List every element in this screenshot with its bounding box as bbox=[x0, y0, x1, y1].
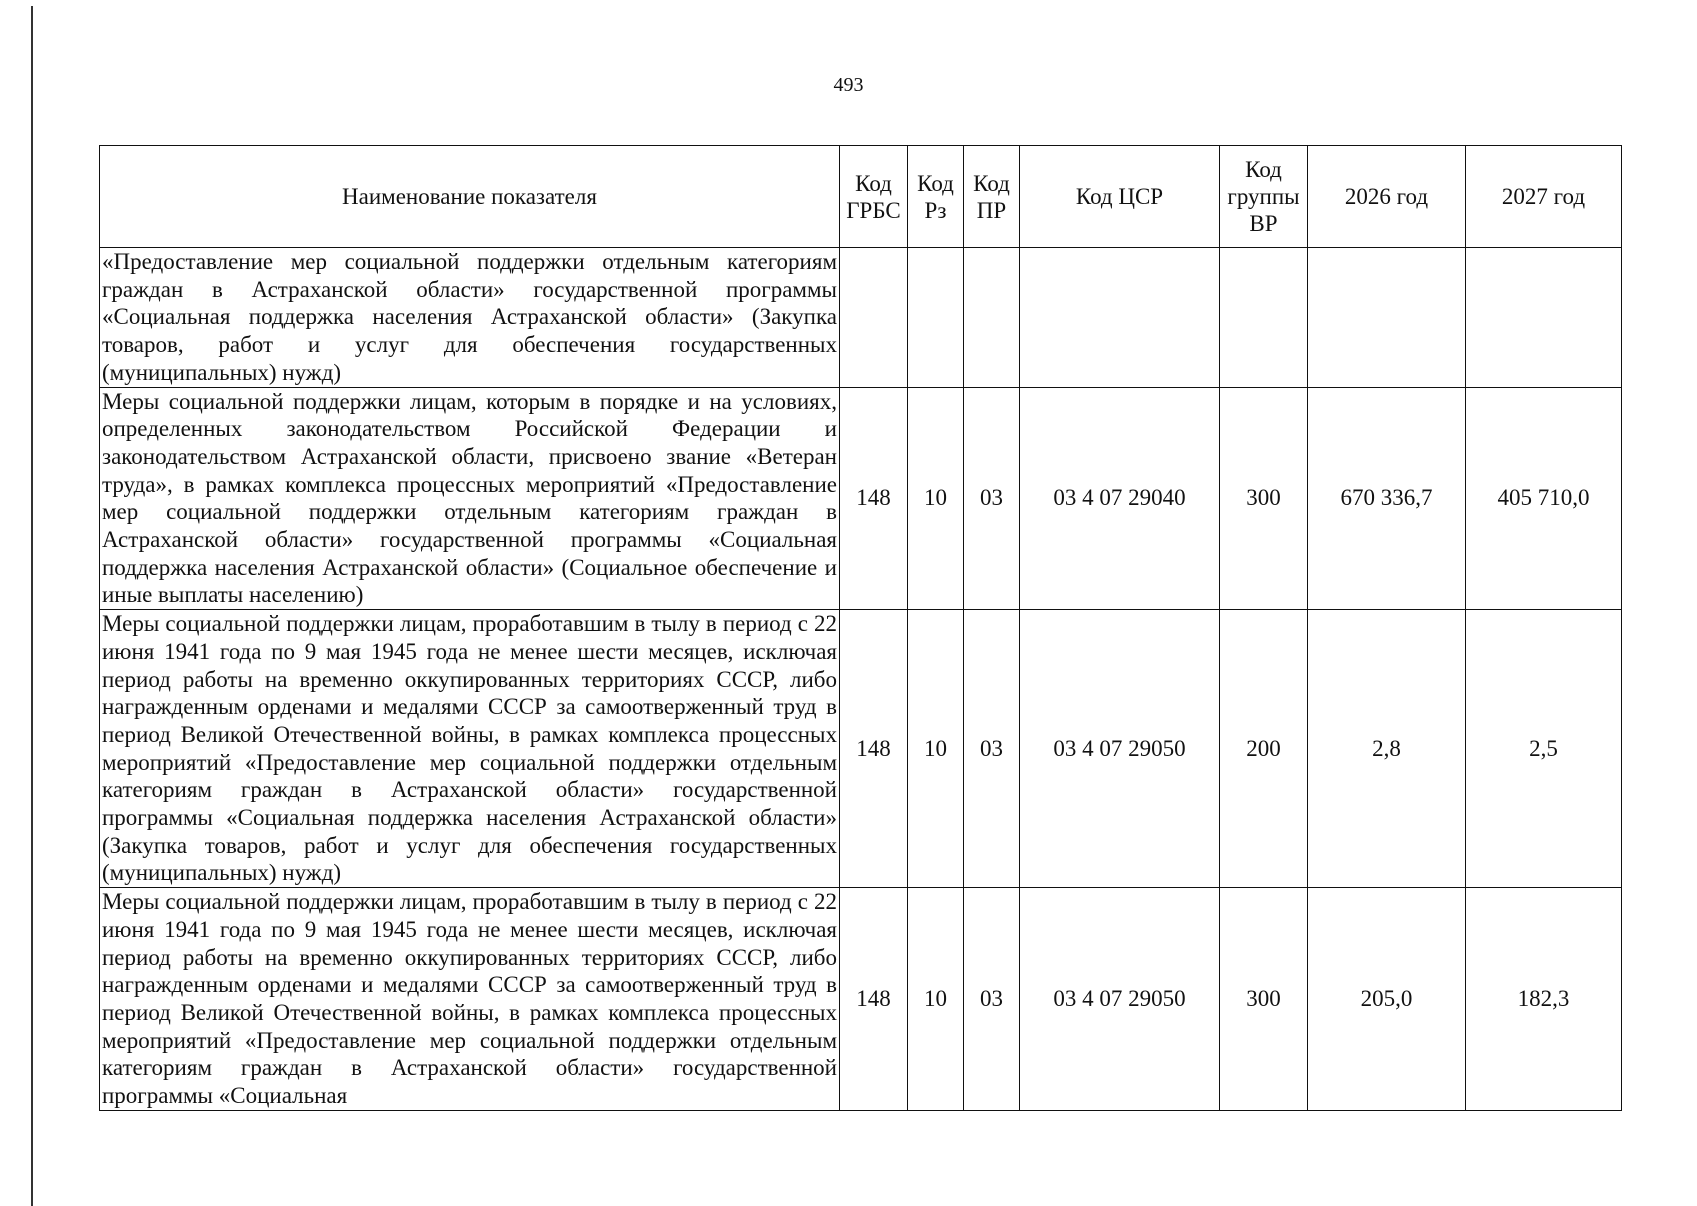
header-rz: Код Рз bbox=[908, 146, 964, 248]
row-name: Меры социальной поддержки лицам, проработавшим в тылу в период с 22 июня 1941 года по 9 мая 1945 года не менее шести месяцев, исключая период работы на временно оккупированных территориях СССР, либо награжденным орденами и медалями СССР за самоотверженный труд в период Великой Отечественной войны, в рамках комплекса процессных мероприятий «Предоставление мер социальной поддержки отдельным категориям граждан в Астраханской области» государственной программы «Социальная поддержка населения Астраханской области» (Закупка товаров, работ и услуг для обеспечения государственных (муниципальных) нужд) bbox=[100, 610, 840, 888]
row-grbs: 148 bbox=[840, 610, 908, 888]
row-csr: 03 4 07 29050 bbox=[1020, 888, 1220, 1111]
header-vr: Код группы ВР bbox=[1220, 146, 1308, 248]
row-grbs: 148 bbox=[840, 387, 908, 610]
page-number: 493 bbox=[833, 74, 864, 96]
header-2026: 2026 год bbox=[1308, 146, 1466, 248]
table-row bbox=[100, 610, 1622, 888]
row-2027: 405 710,0 bbox=[1466, 387, 1622, 610]
row-pr: 03 bbox=[964, 610, 1020, 888]
row-rz: 10 bbox=[908, 610, 964, 888]
row-name: Меры социальной поддержки лицам, которым в порядке и на условиях, определенных законодательством Российской Федерации и законодательством Астраханской области, присвоено звание «Ветеран труда», в рамках комплекса процессных мероприятий «Предоставление мер социальной поддержки отдельным категориям граждан в Астраханской области» государственной программы «Социальная поддержка населения Астраханской области» (Социальное обеспечение и иные выплаты населению) bbox=[100, 387, 840, 610]
row-pr bbox=[964, 248, 1020, 388]
table-row bbox=[100, 248, 1622, 388]
header-name: Наименование показателя bbox=[100, 146, 840, 248]
row-grbs bbox=[840, 248, 908, 388]
table-row bbox=[100, 387, 1622, 610]
row-rz bbox=[908, 248, 964, 388]
header-pr: Код ПР bbox=[964, 146, 1020, 248]
row-name: Меры социальной поддержки лицам, проработавшим в тылу в период с 22 июня 1941 года по 9 мая 1945 года не менее шести месяцев, исключая период работы на временно оккупированных территориях СССР, либо награжденным орденами и медалями СССР за самоотверженный труд в период Великой Отечественной войны, в рамках комплекса процессных мероприятий «Предоставление мер социальной поддержки отдельным категориям граждан в Астраханской области» государственной программы «Социальная bbox=[100, 888, 840, 1111]
row-rz: 10 bbox=[908, 888, 964, 1111]
table-row bbox=[100, 888, 1622, 1111]
row-2026: 2,8 bbox=[1308, 610, 1466, 888]
row-vr: 200 bbox=[1220, 610, 1308, 888]
row-2027: 182,3 bbox=[1466, 888, 1622, 1111]
row-csr: 03 4 07 29050 bbox=[1020, 610, 1220, 888]
header-csr: Код ЦСР bbox=[1020, 146, 1220, 248]
row-grbs: 148 bbox=[840, 888, 908, 1111]
header-2027: 2027 год bbox=[1466, 146, 1622, 248]
row-rz: 10 bbox=[908, 387, 964, 610]
row-2027: 2,5 bbox=[1466, 610, 1622, 888]
row-2027 bbox=[1466, 248, 1622, 388]
row-vr bbox=[1220, 248, 1308, 388]
row-2026: 205,0 bbox=[1308, 888, 1466, 1111]
row-csr bbox=[1020, 248, 1220, 388]
row-csr: 03 4 07 29040 bbox=[1020, 387, 1220, 610]
table-header-row bbox=[100, 146, 1622, 248]
budget-table bbox=[99, 145, 1622, 1111]
header-grbs: Код ГРБС bbox=[840, 146, 908, 248]
row-vr: 300 bbox=[1220, 888, 1308, 1111]
row-vr: 300 bbox=[1220, 387, 1308, 610]
row-name: «Предоставление мер социальной поддержки отдельным категориям граждан в Астраханской области» государственной программы «Социальная поддержка населения Астраханской области» (Закупка товаров, работ и услуг для обеспечения государственных (муниципальных) нужд) bbox=[100, 248, 840, 388]
row-pr: 03 bbox=[964, 387, 1020, 610]
row-2026: 670 336,7 bbox=[1308, 387, 1466, 610]
binding-margin-line bbox=[31, 6, 33, 1206]
row-pr: 03 bbox=[964, 888, 1020, 1111]
row-2026 bbox=[1308, 248, 1466, 388]
